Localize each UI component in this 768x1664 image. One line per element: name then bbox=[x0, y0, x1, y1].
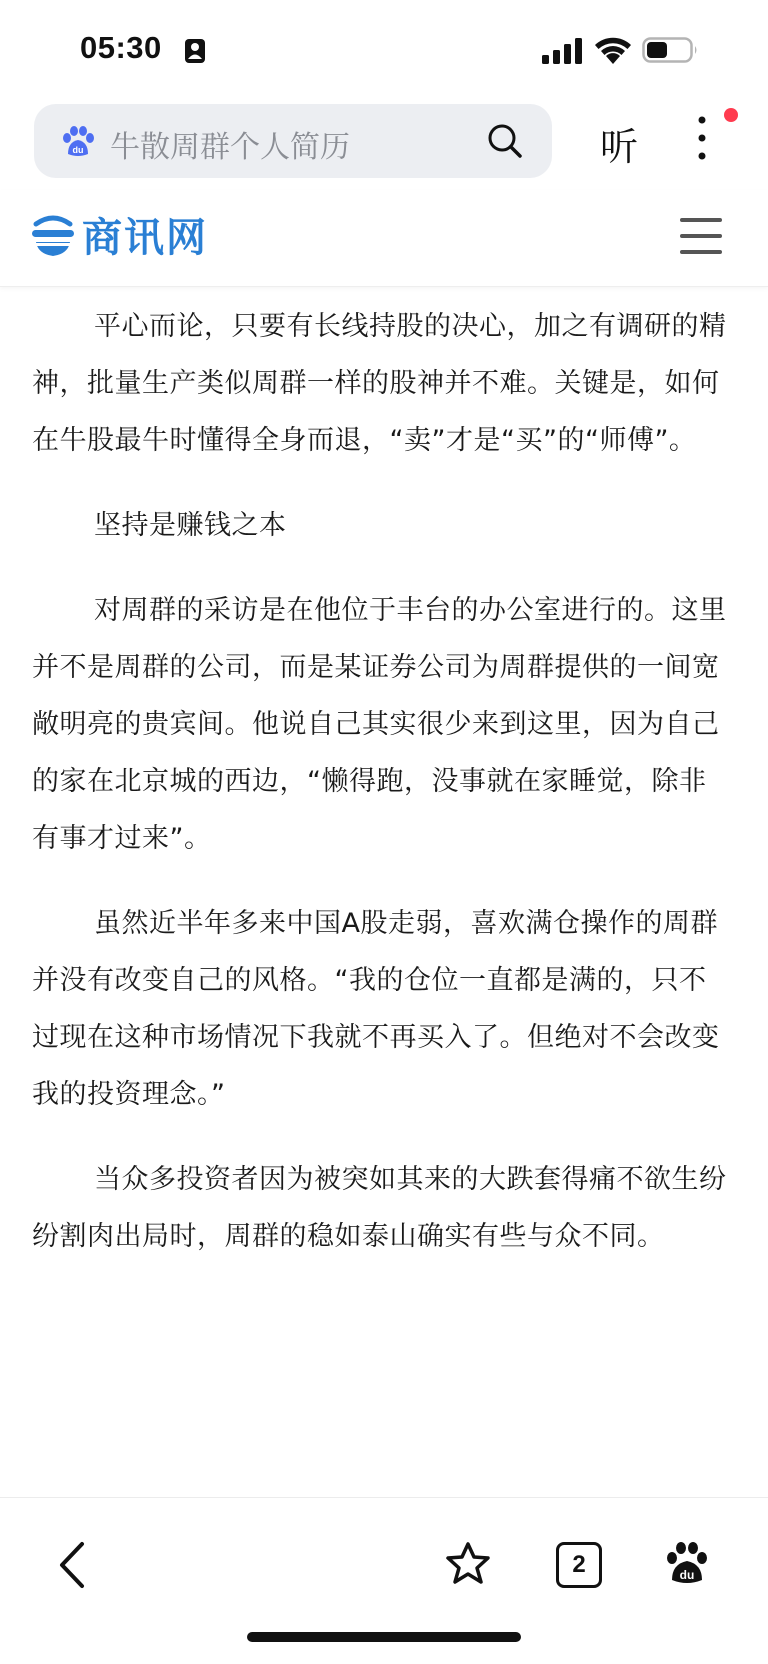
baidu-paw-icon bbox=[60, 124, 96, 160]
svg-text:du: du bbox=[72, 145, 84, 155]
svg-text:du: du bbox=[679, 1568, 695, 1582]
home-indicator[interactable] bbox=[247, 1632, 521, 1642]
person-id-icon bbox=[184, 38, 206, 64]
article-subheading: 坚持是赚钱之本 bbox=[94, 510, 287, 541]
browser-search-row bbox=[0, 100, 768, 190]
battery-icon bbox=[642, 36, 700, 64]
site-header bbox=[0, 190, 768, 287]
wifi-icon bbox=[594, 36, 632, 64]
baidu-paw-icon[interactable] bbox=[664, 1540, 710, 1588]
bookmark-star-icon[interactable] bbox=[444, 1540, 492, 1588]
article-body bbox=[32, 298, 732, 1265]
back-icon[interactable] bbox=[54, 1540, 90, 1590]
site-logo-icon[interactable] bbox=[30, 212, 76, 258]
notification-dot bbox=[724, 108, 738, 122]
article-paragraph: 虽然近半年多来中国A股走弱，喜欢满仓操作的周群并没有改变自己的风格。“我的仓位一直都是满的，只不过现在这种市场情况下我就不再买入了。但绝对不会改变我的投资理念。” bbox=[32, 908, 720, 1110]
status-bar bbox=[0, 0, 768, 100]
bottom-toolbar bbox=[0, 1497, 768, 1664]
search-icon[interactable] bbox=[486, 122, 524, 160]
more-options-icon[interactable] bbox=[690, 114, 714, 162]
article-paragraph: 平心而论，只要有长线持股的决心，加之有调研的精神，批量生产类似周群一样的股神并不难。关键是，如何在牛股最牛时懂得全身而退，“卖”才是“买”的“师傅”。 bbox=[32, 311, 727, 456]
status-time: 05:30 bbox=[80, 30, 162, 65]
search-query-text: 牛散周群个人简历 bbox=[110, 130, 350, 165]
menu-hamburger-icon[interactable] bbox=[680, 218, 722, 254]
article-paragraph: 当众多投资者因为被突如其来的大跌套得痛不欲生纷纷割肉出局时，周群的稳如泰山确实有些与众不同。 bbox=[32, 1164, 727, 1252]
article-paragraph: 对周群的采访是在他位于丰台的办公室进行的。这里并不是周群的公司，而是某证券公司为周群提供的一间宽敞明亮的贵宾间。他说自己其实很少来到这里，因为自己的家在北京城的西边，“懒得跑，没事就在家睡觉，除非有事才过来”。 bbox=[32, 595, 727, 854]
search-input[interactable] bbox=[34, 104, 552, 178]
tabs-icon[interactable]: 2 bbox=[556, 1542, 602, 1588]
site-logo-text[interactable]: 商讯网 bbox=[82, 214, 208, 261]
signal-icon bbox=[542, 38, 582, 64]
listen-button[interactable]: 听 bbox=[600, 125, 639, 169]
